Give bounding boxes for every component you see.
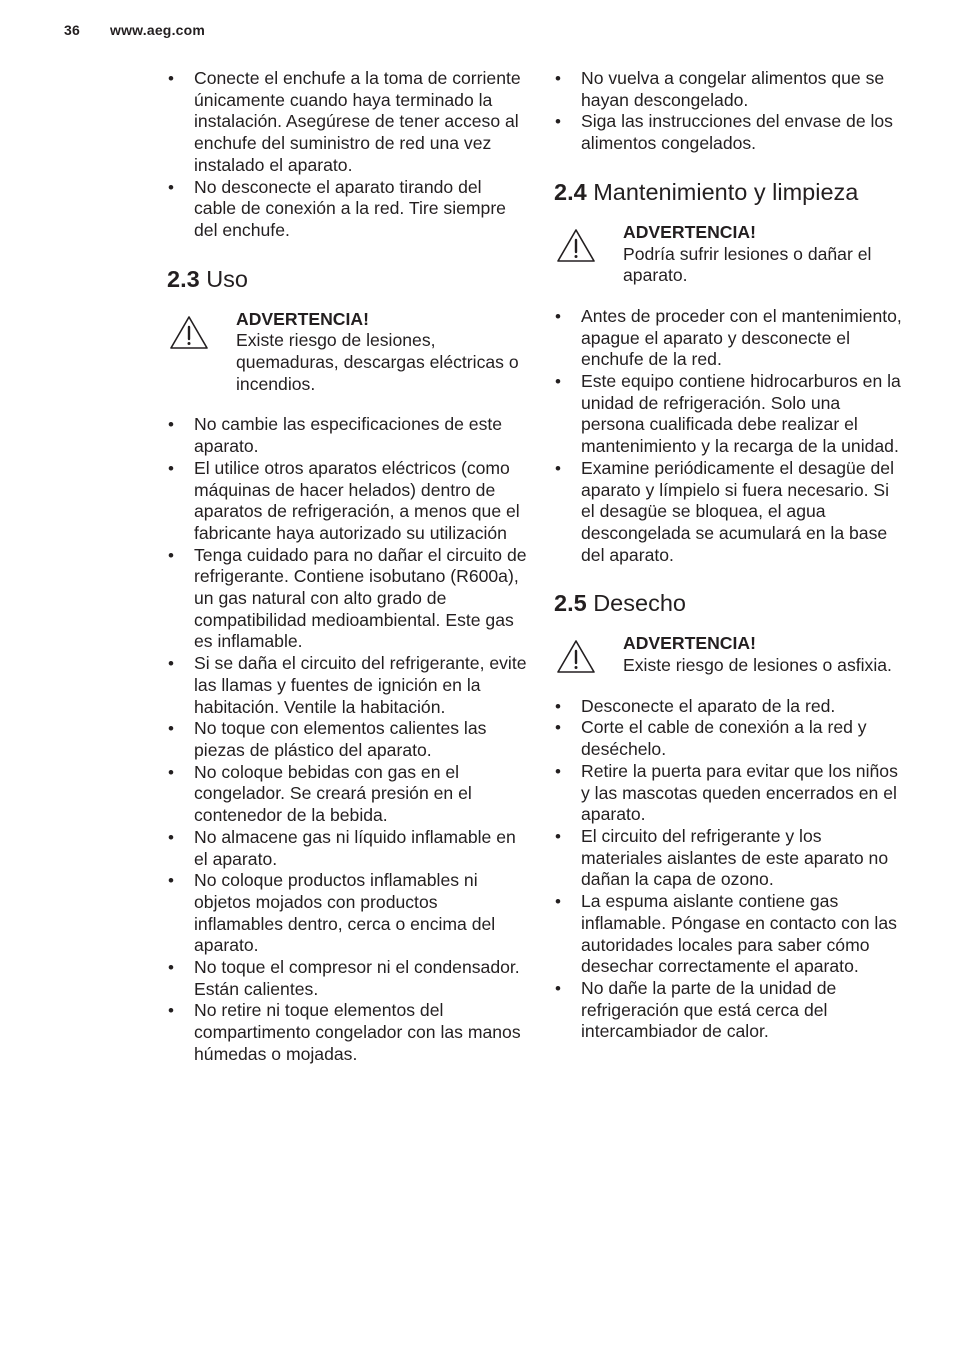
list-item: • Tenga cuidado para no dañar el circuito de refrigerante. Contiene isobutano (R600a), un gas natural con alto grado de compatibilidad medioambiental. Este gas es inflamable. bbox=[167, 545, 527, 654]
list-item: • Desconecte el aparato de la red. bbox=[554, 696, 904, 718]
warning-text: Existe riesgo de lesiones o asfixia. bbox=[623, 655, 892, 676]
warning-title: ADVERTENCIA! bbox=[623, 221, 756, 242]
section-number: 2.4 bbox=[554, 178, 587, 205]
list-item: • Examine periódicamente el desagüe del aparato y límpielo si fuera necesario. Si el desagüe se bloquea, el agua descongelada se acumulará en la base del aparato. bbox=[554, 458, 904, 567]
list-item: • Conecte el enchufe a la toma de corriente únicamente cuando haya terminado la instalación. Asegúrese de tener acceso al enchufe del suministro de red una vez instalado el aparato. bbox=[167, 68, 527, 177]
right-column bbox=[554, 68, 904, 1043]
uso-list bbox=[167, 414, 527, 1065]
list-item: • No almacene gas ni líquido inflamable en el aparato. bbox=[167, 827, 527, 870]
section-title-mantenimiento bbox=[554, 177, 904, 207]
section-title-text: Mantenimiento y limpieza bbox=[593, 178, 859, 205]
section-number: 2.5 bbox=[554, 590, 587, 617]
list-item: • Corte el cable de conexión a la red y deséchelo. bbox=[554, 717, 904, 760]
list-item: • Este equipo contiene hidrocarburos en la unidad de refrigeración. Solo una persona cualificada debe realizar el mantenimiento y la recarga de la unidad. bbox=[554, 371, 904, 458]
list-item: • No cambie las especificaciones de este aparato. bbox=[167, 414, 527, 457]
list-item: • Antes de proceder con el mantenimiento, apague el aparato y desconecte el enchufe de la red. bbox=[554, 306, 904, 371]
warning-box bbox=[167, 309, 527, 396]
section-title-text: Desecho bbox=[593, 590, 686, 617]
list-item: • Retire la puerta para evitar que los niños y las mascotas queden encerrados en el aparato. bbox=[554, 761, 904, 826]
desecho-list bbox=[554, 696, 904, 1043]
warning-triangle-icon bbox=[556, 639, 596, 675]
list-item: • No coloque productos inflamables ni objetos mojados con productos inflamables dentro, cerca o encima del aparato. bbox=[167, 870, 527, 957]
list-item: • Si se daña el circuito del refrigerante, evite las llamas y fuentes de ignición en la habitación. Ventile la habitación. bbox=[167, 653, 527, 718]
mantenimiento-list bbox=[554, 306, 904, 566]
section-title-uso bbox=[167, 264, 527, 294]
warning-box bbox=[554, 633, 904, 676]
section-title-text: Uso bbox=[206, 265, 248, 292]
warning-title: ADVERTENCIA! bbox=[236, 308, 369, 329]
warning-title: ADVERTENCIA! bbox=[623, 633, 756, 654]
intro-list-left bbox=[167, 68, 527, 242]
page-header bbox=[64, 22, 205, 38]
list-item: • No desconecte el aparato tirando del cable de conexión a la red. Tire siempre del enchufe. bbox=[167, 177, 527, 242]
list-item: • El circuito del refrigerante y los materiales aislantes de este aparato no dañan la capa de ozono. bbox=[554, 826, 904, 891]
page-number: 36 bbox=[64, 22, 80, 38]
section-number: 2.3 bbox=[167, 265, 200, 292]
website-url: www.aeg.com bbox=[110, 22, 206, 38]
warning-text: Existe riesgo de lesiones, quemaduras, descargas eléctricas o incendios. bbox=[236, 330, 519, 394]
list-item: • No coloque bebidas con gas en el congelador. Se creará presión en el contenedor de la bebida. bbox=[167, 762, 527, 827]
section-title-desecho bbox=[554, 588, 904, 618]
left-column bbox=[167, 68, 527, 1066]
list-item: • No vuelva a congelar alimentos que se hayan descongelado. bbox=[554, 68, 904, 111]
list-item: • No dañe la parte de la unidad de refrigeración que está cerca del intercambiador de calor. bbox=[554, 978, 904, 1043]
warning-triangle-icon bbox=[169, 315, 209, 351]
warning-triangle-icon bbox=[556, 228, 596, 264]
warning-box bbox=[554, 222, 904, 287]
list-item: • No toque el compresor ni el condensador. Están calientes. bbox=[167, 957, 527, 1000]
list-item: • El utilice otros aparatos eléctricos (como máquinas de hacer helados) dentro de aparatos de refrigeración, a menos que el fabricante haya autorizado su utilización bbox=[167, 458, 527, 545]
list-item: • Siga las instrucciones del envase de los alimentos congelados. bbox=[554, 111, 904, 154]
list-item: • No retire ni toque elementos del compartimento congelador con las manos húmedas o mojadas. bbox=[167, 1000, 527, 1065]
list-item: • No toque con elementos calientes las piezas de plástico del aparato. bbox=[167, 718, 527, 761]
warning-text: Podría sufrir lesiones o dañar el aparato. bbox=[623, 243, 872, 286]
intro-list-right bbox=[554, 68, 904, 155]
list-item: • La espuma aislante contiene gas inflamable. Póngase en contacto con las autoridades locales para saber cómo desechar correctamente el aparato. bbox=[554, 891, 904, 978]
